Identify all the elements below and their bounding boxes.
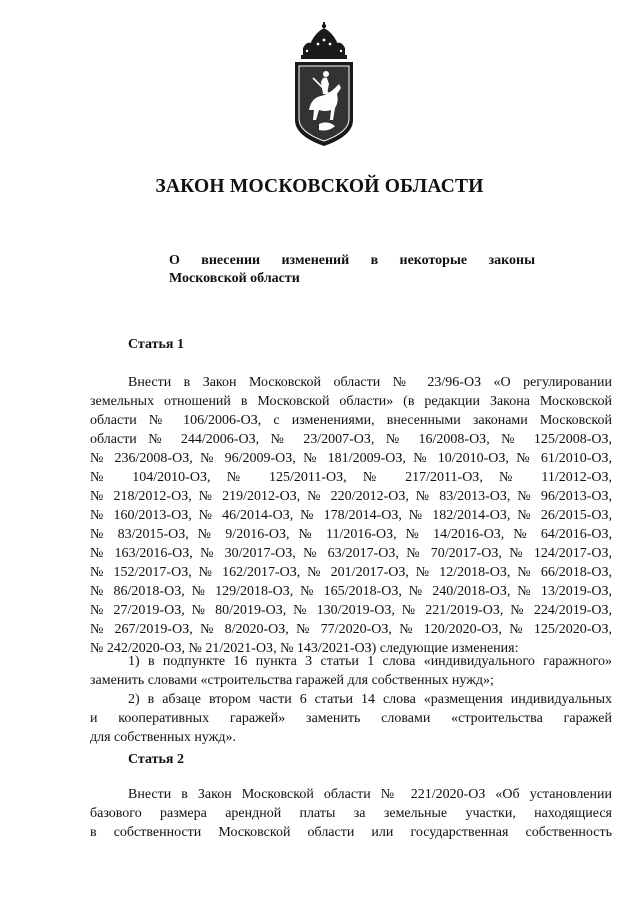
text-line: № 236/2008-ОЗ, № 96/2009-ОЗ, № 181/2009-ОЗ, № 10/2010-ОЗ, № 61/2010-ОЗ, xyxy=(90,451,612,466)
amendment-line: заменить словами «строительства гаражей для собственных нужд»; xyxy=(90,673,494,688)
amendment-line: и кооперативных гаражей» заменить словами «строительства гаражей xyxy=(90,711,612,726)
article-1-heading: Статья 1 xyxy=(128,337,184,352)
text-line: № 218/2012-ОЗ, № 219/2012-ОЗ, № 220/2012-ОЗ, № 83/2013-ОЗ, № 96/2013-ОЗ, xyxy=(90,489,612,504)
law-subject-line: О внесении изменений в некоторые законы xyxy=(169,253,535,268)
article-1-body xyxy=(90,373,612,658)
text-line: № 86/2018-ОЗ, № 129/2018-ОЗ, № 165/2018-ОЗ, № 240/2018-ОЗ, № 13/2019-ОЗ, xyxy=(90,584,612,599)
text-line: области № 244/2006-ОЗ, № 23/2007-ОЗ, № 16/2008-ОЗ, № 125/2008-ОЗ, xyxy=(90,432,612,447)
text-line: № 163/2016-ОЗ, № 30/2017-ОЗ, № 63/2017-ОЗ, № 70/2017-ОЗ, № 124/2017-ОЗ, xyxy=(90,546,612,561)
text-line: № 267/2019-ОЗ, № 8/2020-ОЗ, № 77/2020-ОЗ, № 120/2020-ОЗ, № 125/2020-ОЗ, xyxy=(90,622,612,637)
amendment-line: 2) в абзаце втором части 6 статьи 14 слова «размещения индивидуальных xyxy=(128,692,612,707)
article-1-amendments xyxy=(90,652,612,747)
law-subject xyxy=(169,252,535,288)
text-line: области № 106/2006-ОЗ, с изменениями, внесенными законами Московской xyxy=(90,413,612,428)
text-line: Внести в Закон Московской области № 23/96-ОЗ «О регулировании xyxy=(128,375,612,390)
text-line: земельных отношений в Московской области» (в редакции Закона Московской xyxy=(90,394,612,409)
text-line: № 27/2019-ОЗ, № 80/2019-ОЗ, № 130/2019-ОЗ, № 221/2019-ОЗ, № 224/2019-ОЗ, xyxy=(90,603,612,618)
law-subject-line: Московской области xyxy=(169,271,300,286)
text-line: Внести в Закон Московской области № 221/2020-ОЗ «Об установлении xyxy=(128,787,612,802)
text-line: № 242/2020-ОЗ, № 21/2021-ОЗ, № 143/2021-ОЗ) следующие изменения: xyxy=(90,641,519,656)
article-2-body xyxy=(90,785,612,842)
moscow-oblast-coat-of-arms-icon xyxy=(289,22,359,150)
article-2-heading: Статья 2 xyxy=(128,752,184,767)
text-line: № 160/2013-ОЗ, № 46/2014-ОЗ, № 178/2014-ОЗ, № 182/2014-ОЗ, № 26/2015-ОЗ, xyxy=(90,508,612,523)
document-title: ЗАКОН МОСКОВСКОЙ ОБЛАСТИ xyxy=(155,176,484,197)
amendment-line: для собственных нужд». xyxy=(90,730,236,745)
text-line: базового размера арендной платы за земельные участки, находящиеся xyxy=(90,806,612,821)
text-line: № 152/2017-ОЗ, № 162/2017-ОЗ, № 201/2017-ОЗ, № 12/2018-ОЗ, № 66/2018-ОЗ, xyxy=(90,565,612,580)
amendment-line: 1) в подпункте 16 пункта 3 статьи 1 слова «индивидуального гаражного» xyxy=(128,654,612,669)
text-line: № 83/2015-ОЗ, № 9/2016-ОЗ, № 11/2016-ОЗ, № 14/2016-ОЗ, № 64/2016-ОЗ, xyxy=(90,527,612,542)
text-line: в собственности Московской области или государственная собственность xyxy=(90,825,612,840)
text-line: № 104/2010-ОЗ, № 125/2011-ОЗ, № 217/2011-ОЗ, № 11/2012-ОЗ, xyxy=(90,470,612,485)
